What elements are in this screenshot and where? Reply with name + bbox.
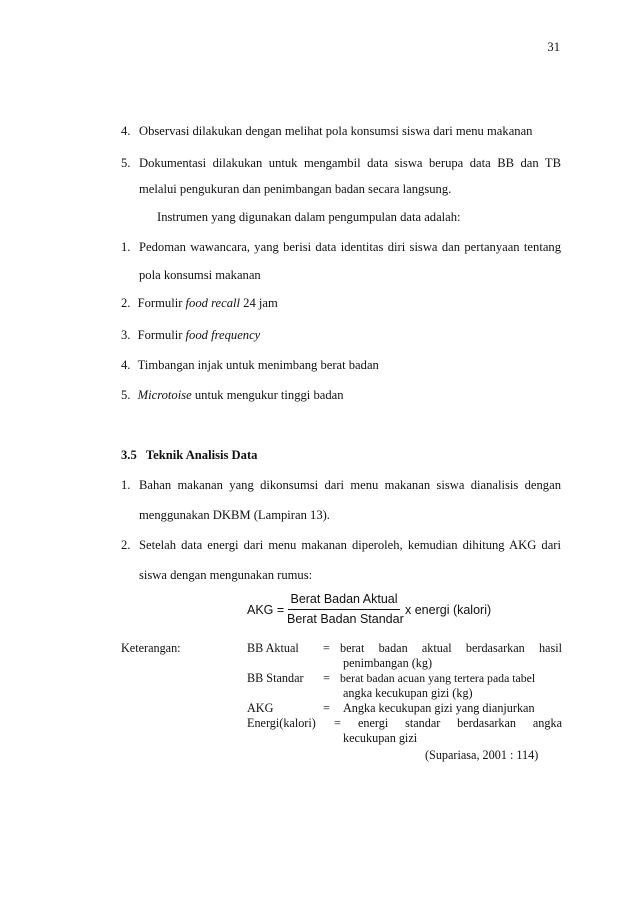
list-number: 1.: [121, 478, 131, 492]
keterangan-def: berat badan aktual berdasarkan hasil: [340, 641, 562, 655]
list-item: [121, 357, 379, 373]
fraction-bar: [288, 609, 400, 610]
list-number: 2.: [121, 296, 131, 310]
list-text: [138, 388, 344, 402]
list-text: [138, 296, 278, 310]
keterangan-term: BB Standar: [247, 671, 304, 685]
keterangan-term: AKG: [247, 701, 274, 715]
instrumen-intro: Instrumen yang digunakan dalam pengumpulan data adalah:: [157, 210, 461, 224]
list-text-italic: food frequency: [185, 328, 261, 342]
list-text-pre: Formulir: [137, 296, 186, 310]
list-text-italic: Microtoise: [137, 388, 192, 402]
keterangan-def-continued: angka kecukupan gizi (kg): [343, 686, 473, 700]
list-number: 4.: [121, 358, 131, 372]
keterangan-def: berat badan acuan yang tertera pada tabel: [340, 671, 536, 685]
keterangan-def-continued: kecukupan gizi: [343, 731, 418, 745]
keterangan-term: BB Aktual: [247, 641, 299, 655]
keterangan-eq: =: [323, 671, 330, 685]
keterangan-eq: =: [323, 701, 330, 715]
list-text: Dokumentasi dilakukan untuk mengambil data siswa berupa data BB dan TB: [139, 156, 561, 170]
list-number: 5.: [121, 388, 131, 402]
list-text-continued: menggunakan DKBM (Lampiran 13).: [139, 508, 330, 522]
list-number: 1.: [121, 240, 131, 254]
list-item: [121, 387, 344, 403]
list-text-continued: melalui pengukuran dan penimbangan badan secara langsung.: [139, 182, 452, 196]
list-text: Observasi dilakukan dengan melihat pola konsumsi siswa dari menu makanan: [139, 124, 533, 138]
list-text: Pedoman wawancara, yang berisi data identitas diri siswa dan pertanyaan tentang: [139, 240, 561, 254]
list-text: Timbangan injak untuk menimbang berat badan: [137, 358, 379, 372]
list-number: 4.: [121, 124, 131, 138]
list-text-continued: siswa dengan mengunakan rumus:: [139, 568, 313, 582]
formula-rhs: x energi (kalori): [405, 603, 492, 617]
list-item: [121, 327, 260, 343]
citation: (Supariasa, 2001 : 114): [425, 748, 539, 762]
keterangan-label: Keterangan:: [121, 641, 181, 655]
formula-lhs: AKG =: [247, 603, 285, 617]
keterangan-term: Energi(kalori): [247, 716, 316, 730]
list-text: Bahan makanan yang dikonsumsi dari menu makanan siswa dianalisis dengan: [139, 478, 561, 492]
keterangan-def-continued: penimbangan (kg): [343, 656, 433, 670]
keterangan-eq: =: [323, 641, 330, 655]
keterangan-eq: =: [334, 716, 341, 730]
section-title: Teknik Analisis Data: [145, 448, 258, 462]
list-text-pre: Formulir: [137, 328, 186, 342]
keterangan-def: energi standar berdasarkan angka: [358, 716, 562, 730]
list-text-post: untuk mengukur tinggi badan: [191, 388, 344, 402]
list-text-post: 24 jam: [240, 296, 278, 310]
keterangan-def: Angka kecukupan gizi yang dianjurkan: [343, 701, 535, 715]
list-number: 2.: [121, 538, 131, 552]
list-item: [121, 295, 278, 311]
formula-denominator: Berat Badan Standar: [287, 612, 404, 626]
formula-numerator: Berat Badan Aktual: [290, 592, 398, 606]
section-number: 3.5: [121, 448, 137, 462]
list-number: 5.: [121, 156, 131, 170]
list-text-continued: pola konsumsi makanan: [139, 268, 261, 282]
list-number: 3.: [121, 328, 131, 342]
list-text: Setelah data energi dari menu makanan diperoleh, kemudian dihitung AKG dari: [139, 538, 561, 552]
page-number: 31: [547, 40, 560, 54]
list-text: [138, 328, 261, 342]
section-heading: [121, 447, 257, 463]
list-text-italic: food recall: [185, 296, 240, 310]
